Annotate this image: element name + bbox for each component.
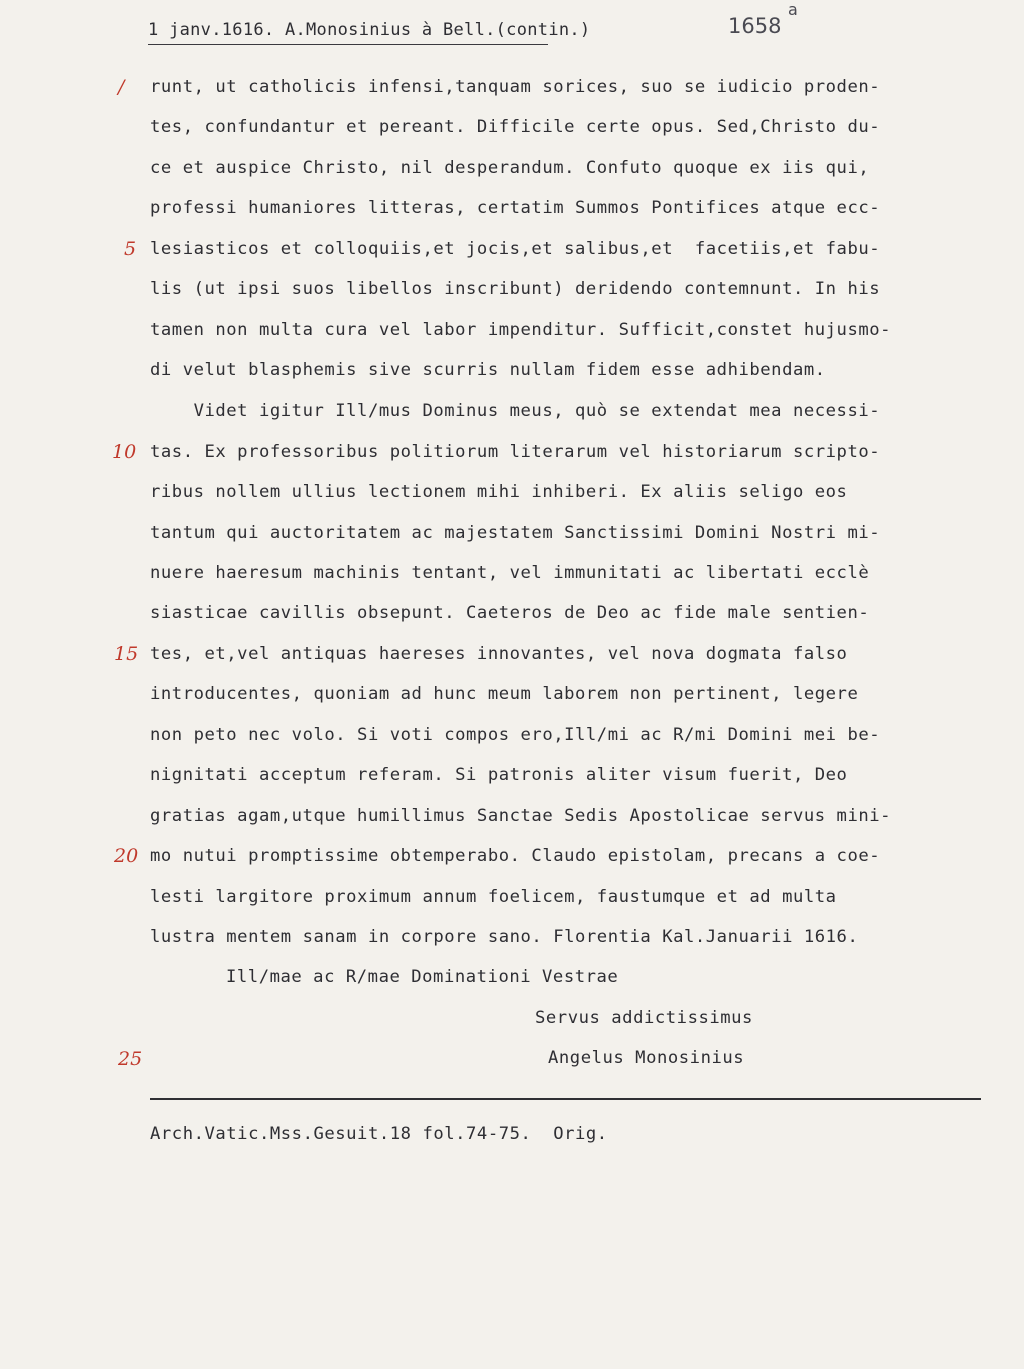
closing-salutation: Ill/mae ac R/mae Dominationi Vestrae [226,967,619,987]
archive-citation: Arch.Vatic.Mss.Gesuit.18 fol.74-75. Orig. [150,1124,608,1144]
margin-number: 10 [112,441,137,463]
page-header: 1 janv.1616. A.Monosinius à Bell.(contin.) [148,20,591,40]
text-line: tes, confundantur et pereant. Difficile certe opus. Sed,Christo du- [150,117,881,137]
margin-number: 25 [118,1048,143,1070]
text-line: gratias agam,utque humillimus Sanctae Sedis Apostolicae servus mini- [150,806,892,826]
folio-superscript: a [788,0,798,19]
text-line: non peto nec volo. Si voti compos ero,Ill/mi ac R/mi Domini mei be- [150,725,881,745]
text-line: mo nutui promptissime obtemperabo. Claudo epistolam, precans a coe- [150,846,881,866]
margin-number: 15 [114,643,139,665]
text-line: lesti largitore proximum annum foelicem, faustumque et ad multa [150,887,837,907]
margin-number: / [118,76,125,98]
text-line: tas. Ex professoribus politiorum literarum vel historiarum scripto- [150,442,881,462]
signature: Angelus Monosinius [548,1048,745,1068]
text-line: professi humaniores litteras, certatim Summos Pontifices atque ecc- [150,198,881,218]
margin-number: 20 [114,845,139,867]
footer-divider [150,1098,981,1100]
margin-number: 5 [124,238,137,260]
text-line: siasticae cavillis obsepunt. Caeteros de Deo ac fide male sentien- [150,603,870,623]
text-line: tes, et,vel antiquas haereses innovantes, vel nova dogmata falso [150,644,848,664]
text-line: nignitati acceptum referam. Si patronis aliter visum fuerit, Deo [150,765,848,785]
header-underline [148,44,548,45]
text-line: lustra mentem sanam in corpore sano. Florentia Kal.Januarii 1616. [150,927,859,947]
text-line: ribus nollem ullius lectionem mihi inhiberi. Ex aliis seligo eos [150,482,848,502]
text-line: di velut blasphemis sive scurris nullam fidem esse adhibendam. [150,360,826,380]
text-line: introducentes, quoniam ad hunc meum laborem non pertinent, legere [150,684,859,704]
text-line: nuere haeresum machinis tentant, vel immunitati ac libertati ecclè [150,563,870,583]
folio-number: 1658 [728,14,782,38]
text-line: lesiasticos et colloquiis,et jocis,et salibus,et facetiis,et fabu- [150,239,881,259]
text-line: lis (ut ipsi suos libellos inscribunt) deridendo contemnunt. In his [150,279,881,299]
text-line: ce et auspice Christo, nil desperandum. Confuto quoque ex iis qui, [150,158,870,178]
text-line: tamen non multa cura vel labor impenditur. Sufficit,constet hujusmo- [150,320,892,340]
text-line: tantum qui auctoritatem ac majestatem Sanctissimi Domini Nostri mi- [150,523,881,543]
closing-servus: Servus addictissimus [535,1008,753,1028]
text-line: runt, ut catholicis infensi,tanquam sorices, suo se iudicio proden- [150,77,881,97]
text-line: Videt igitur Ill/mus Dominus meus, quò se extendat mea necessi- [150,401,881,421]
